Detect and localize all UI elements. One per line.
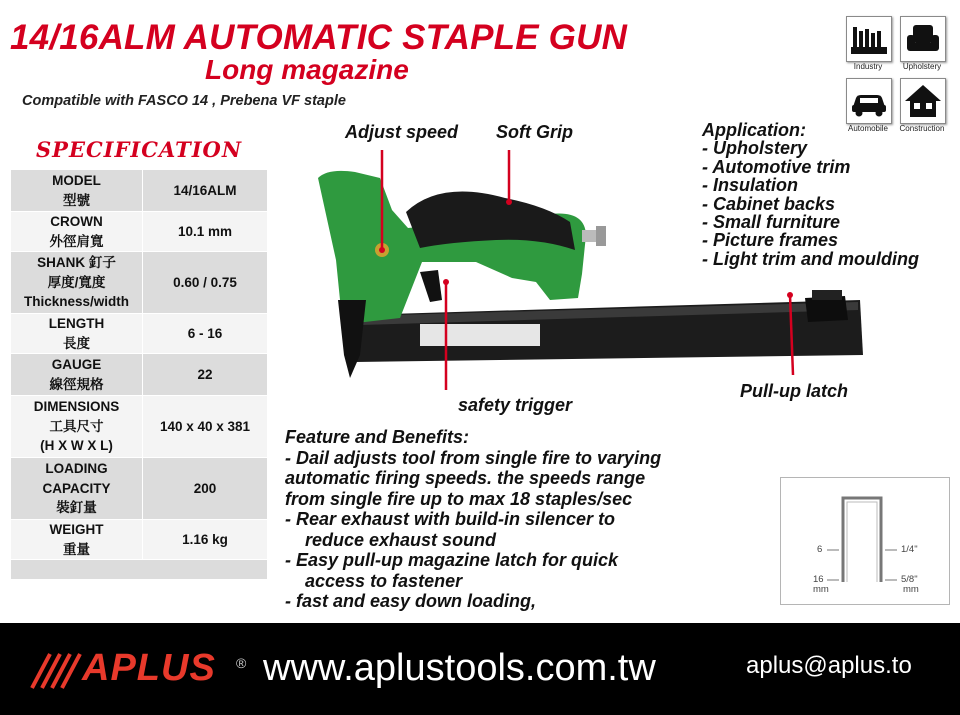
staple-diagram bbox=[780, 477, 950, 605]
construction-icon-box bbox=[900, 78, 946, 124]
spec-label-line: 長度 bbox=[63, 335, 90, 351]
spec-label bbox=[11, 396, 143, 458]
application-item: - Upholstery bbox=[702, 138, 808, 159]
page-subtitle: Long magazine bbox=[205, 54, 409, 85]
spec-value: 200 bbox=[143, 458, 268, 520]
spec-label-line: GAUGE bbox=[51, 357, 102, 372]
application-icons bbox=[846, 16, 950, 136]
application-item: - Automotive trim bbox=[702, 156, 851, 177]
logo-stripes-icon bbox=[28, 650, 90, 690]
spec-label-line: LOADING bbox=[45, 461, 108, 477]
feature-line: from single fire up to max 18 staples/sec bbox=[285, 488, 633, 509]
spec-label-line: 重量 bbox=[63, 541, 90, 557]
spec-value: 1.16 kg bbox=[143, 520, 268, 560]
spec-label-line: CROWN bbox=[50, 214, 103, 229]
registered-mark: ® bbox=[236, 655, 247, 671]
spec-label bbox=[11, 252, 143, 314]
spec-label bbox=[11, 212, 143, 252]
feature-line: automatic firing speeds. the speeds range bbox=[285, 468, 646, 488]
factory-icon bbox=[847, 17, 891, 61]
spec-label-line: (H X W X L) bbox=[40, 438, 113, 454]
application-item: - Insulation bbox=[702, 175, 798, 196]
website-link[interactable]: www.aplustools.com.tw bbox=[263, 647, 656, 689]
industry-icon-box bbox=[846, 16, 892, 62]
pull-up-latch-label: Pull-up latch bbox=[740, 381, 848, 401]
adjust-speed-label: Adjust speed bbox=[345, 122, 459, 142]
spec-row-empty bbox=[11, 560, 268, 580]
application-item: - Small furniture bbox=[702, 212, 841, 233]
application-item: - Light trim and moulding bbox=[702, 248, 919, 269]
spec-label bbox=[11, 170, 143, 212]
staple-left-top: 6 bbox=[817, 544, 823, 555]
sofa-icon bbox=[901, 17, 945, 61]
feature-line: reduce exhaust sound bbox=[305, 529, 497, 550]
automobile-label: Automobile bbox=[847, 124, 889, 133]
spec-empty-cell bbox=[11, 560, 268, 580]
spec-label-line: Thickness/width bbox=[23, 294, 130, 310]
specification-table bbox=[10, 169, 268, 580]
spec-label-line: WEIGHT bbox=[49, 522, 104, 537]
feature-line: - Rear exhaust with build-in silencer to bbox=[285, 509, 616, 529]
application-item: - Cabinet backs bbox=[702, 193, 836, 214]
spec-value: 6 - 16 bbox=[143, 314, 268, 354]
spec-label-line: 工具尺寸 bbox=[49, 418, 104, 434]
spec-label-line: SHANK 釘子 bbox=[37, 255, 116, 271]
spec-value: 140 x 40 x 381 bbox=[143, 396, 268, 458]
safety-trigger-label: safety trigger bbox=[458, 395, 573, 415]
feature-line: - Easy pull-up magazine latch for quick bbox=[285, 550, 619, 570]
house-icon bbox=[901, 79, 945, 123]
soft-grip-label: Soft Grip bbox=[496, 122, 573, 142]
spec-value: 14/16ALM bbox=[143, 170, 268, 212]
aplus-logo: APLUS bbox=[82, 647, 216, 689]
application-list bbox=[702, 121, 919, 268]
industry-label: Industry bbox=[853, 62, 883, 71]
spec-row bbox=[11, 396, 268, 458]
staple-left-bottom-1: 16 bbox=[813, 574, 824, 585]
staple-right-bottom-2: mm bbox=[903, 584, 919, 595]
spec-label bbox=[11, 458, 143, 520]
spec-label-line: LENGTH bbox=[48, 316, 105, 331]
safety-trigger-part bbox=[420, 270, 442, 302]
features-block bbox=[285, 427, 661, 612]
spec-row bbox=[11, 170, 268, 212]
spec-value: 0.60 / 0.75 bbox=[143, 252, 268, 314]
specification-heading: SPECIFICATION bbox=[36, 137, 243, 162]
feature-line: access to fastener bbox=[305, 570, 463, 591]
staple-right-bottom-1: 5/8" bbox=[901, 574, 918, 585]
spec-label-line: 外徑肩寬 bbox=[49, 233, 104, 249]
spec-row bbox=[11, 354, 268, 396]
features-heading: Feature and Benefits: bbox=[285, 427, 470, 447]
spec-label bbox=[11, 520, 143, 560]
spec-label-line: 型號 bbox=[63, 192, 90, 208]
spec-row bbox=[11, 458, 268, 520]
spec-label-line: 裝釘量 bbox=[56, 500, 97, 516]
spec-row bbox=[11, 520, 268, 560]
spec-value: 10.1 mm bbox=[143, 212, 268, 252]
application-item: - Picture frames bbox=[702, 230, 839, 251]
email-link[interactable]: aplus@aplus.to bbox=[746, 652, 912, 679]
car-icon bbox=[847, 79, 891, 123]
application-heading: Application: bbox=[702, 120, 806, 140]
spec-label-line: MODEL bbox=[52, 173, 101, 188]
spec-label-line: 厚度/寬度 bbox=[47, 274, 106, 290]
upholstery-icon-box bbox=[900, 16, 946, 62]
spec-row bbox=[11, 252, 268, 314]
feature-line: - Dail adjusts tool from single fire to varying bbox=[285, 447, 662, 468]
spec-label bbox=[11, 354, 143, 396]
page-title: 14/16ALM AUTOMATIC STAPLE GUN bbox=[10, 18, 628, 57]
automobile-icon-box bbox=[846, 78, 892, 124]
staple-right-top: 1/4" bbox=[901, 544, 918, 555]
staple-left-bottom-2: mm bbox=[813, 584, 829, 595]
spec-label bbox=[11, 314, 143, 354]
construction-label: Construction bbox=[899, 124, 945, 133]
spec-label-line: CAPACITY bbox=[42, 480, 111, 496]
spec-row bbox=[11, 212, 268, 252]
staple-drawing bbox=[781, 478, 949, 604]
compatibility-note: Compatible with FASCO 14 , Prebena VF staple bbox=[22, 93, 346, 109]
spec-label-line: 線徑規格 bbox=[49, 376, 104, 392]
upholstery-label: Upholstery bbox=[902, 62, 942, 71]
spec-row bbox=[11, 314, 268, 354]
spec-label-line: DIMENSIONS bbox=[33, 399, 120, 415]
feature-line: - fast and easy down loading, bbox=[285, 591, 537, 611]
spec-value: 22 bbox=[143, 354, 268, 396]
